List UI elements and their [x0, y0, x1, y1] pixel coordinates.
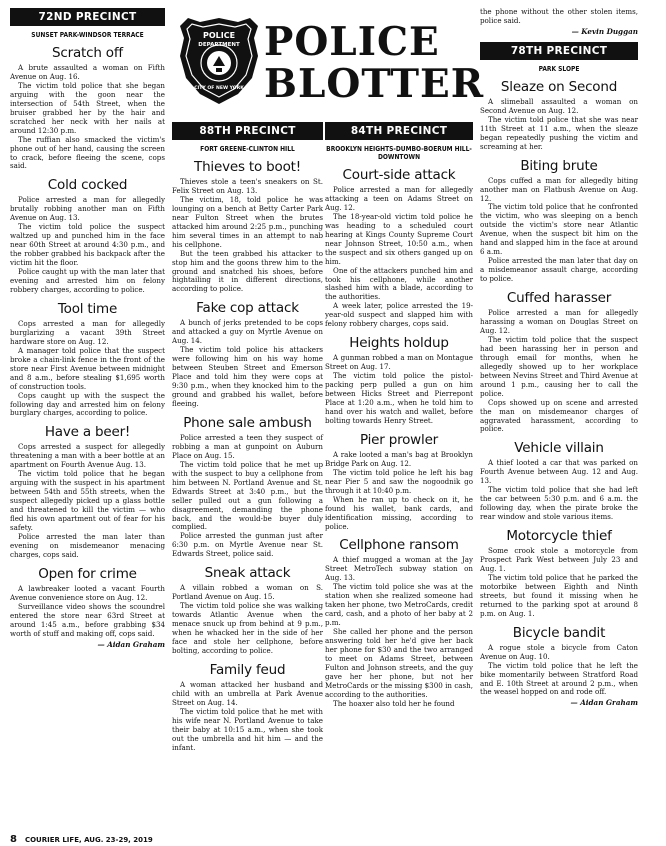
story-headline: Pier prowler	[359, 431, 439, 448]
story-headline: Court-side attack	[342, 167, 456, 183]
story-paragraph: A rake looted a man's bag at Brooklyn Bridge Park on Aug. 12.	[325, 449, 473, 468]
precinct-78-section	[480, 8, 638, 707]
story-paragraph: Police arrested a teen they suspect of robbing a man at gunpoint on Auburn Place on Aug. 15.	[172, 432, 323, 460]
story-paragraph: The victim told police the pistol-packing perp pulled a gun on him between Hicks Street and Pierrepont Place at 1:20 a.m., when he told him to hand over his watch and wallet, before bolting towards Henry Street.	[325, 371, 473, 425]
story-headline: Bicycle bandit	[512, 624, 606, 641]
story-headline: Tool time	[57, 300, 118, 317]
story-paragraph: Police caught up with the man later that evening and arrested him on felony robbery charges, according to police.	[10, 267, 165, 294]
story-paragraph: A gunman robbed a man on Montague Street on Aug. 17.	[325, 353, 473, 372]
story-paragraph: The victim, 18, told police he was lounging on a bench at Betty Carter Park near Fulton Street when the brutes attacked him around 2:25 p.m., punching him several times in an attempt to nab his cellphone.	[172, 194, 323, 249]
story-list	[10, 46, 165, 639]
banner-title-line2: BLOTTER	[264, 61, 485, 107]
story-headline: Heights holdup	[349, 335, 449, 352]
byline: — Aidan Graham	[97, 639, 165, 649]
badge-mid-text: DEPARTMENT	[198, 42, 240, 48]
story-paragraph: A brute assaulted a woman on Fifth Avenue on Aug. 16.	[10, 63, 165, 81]
story-paragraph: Police arrested the man later that day on a misdemeanor assault charge, according to police.	[480, 256, 638, 284]
story-paragraph: A lawbreaker looted a vacant Fourth Avenue convenience store on Aug. 12.	[10, 583, 165, 602]
carryover-text: the phone without the other stolen items, police said.	[480, 7, 638, 25]
story-headline: Phone sale ambush	[183, 414, 312, 431]
footer-text: COURIER LIFE, AUG. 23-29, 2019	[24, 836, 153, 844]
carryover-byline: — Kevin Duggan	[571, 26, 638, 36]
story-headline: Family feud	[209, 661, 286, 678]
precinct-72-section	[10, 8, 165, 649]
precinct-bar: 84TH PRECINCT	[325, 122, 473, 140]
story-paragraph: A thief looted a car that was parked on Fourth Avenue between Aug. 12 and Aug. 13.	[480, 458, 638, 486]
story-headline: Have a beer!	[44, 424, 131, 441]
story-paragraph: The victim told police that he parked the motorbike between Eighth and Ninth streets, but found it missing when he returned to the parking spot at around 8 p.m. on Aug. 1.	[480, 572, 638, 618]
story-paragraph: The victim told police his attackers were following him on his way home between Steuben Street and Emerson Place and told him they were cops at 9:30 p.m., when they knocked him to the ground and grabbed his wallet, before fleeing.	[172, 345, 323, 408]
story-paragraph: Cops arrested a man for allegedly burglarizing a vacant 39th Street hardware store on Aug. 12.	[10, 318, 165, 346]
story-headline: Vehicle villain	[514, 440, 604, 457]
story-paragraph: The victim told police that the suspect had been harassing her in person and through email for months, when he allegedly showed up to her workplace between Nevins Street and Third Avenue at around 1 p.m., causing her to call the police.	[480, 334, 638, 398]
story-paragraph: A thief mugged a woman at the Jay Street MetroTech subway station on Aug. 13.	[325, 555, 473, 583]
precinct-area: PARK SLOPE	[538, 64, 580, 73]
story-paragraph: The victim told police she was walking towards Atlantic Avenue when the menace snuck up from behind at 9 p.m., when he whacked her in the side of her face and stole her cellphone, before bolting, according to police.	[172, 601, 323, 655]
page-footer	[10, 834, 153, 845]
story-headline: Biting brute	[520, 157, 598, 174]
story-paragraph: Some crook stole a motorcycle from Prospect Park West between July 23 and Aug. 1.	[480, 546, 638, 573]
story-paragraph: A bunch of jerks pretended to be cops and attacked a guy on Myrtle Avenue on Aug. 14.	[172, 318, 323, 346]
story-paragraph: Cops showed up on scene and arrested the man on misdemeanor charges of aggravated harassment, according to police.	[480, 397, 638, 434]
story-headline: Sleaze on Second	[500, 78, 618, 95]
story-paragraph: Police arrested a man for allegedly harassing a woman on Douglas Street on Aug. 12.	[480, 308, 638, 335]
story-paragraph: The victim told police that she had left the car between 5:30 p.m. and 6 a.m. the following day, when the pirate broke the rear window and stole various items.	[480, 485, 638, 522]
nypd-badge-icon	[178, 16, 260, 106]
badge-city-text: CITY OF NEW YORK	[194, 86, 244, 91]
precinct-bar: 72ND PRECINCT	[10, 8, 165, 26]
story-list	[325, 168, 473, 709]
story-paragraph: Cops caught up with the suspect the following day and arrested him on felony burglary charges, according to police.	[10, 390, 165, 418]
story-paragraph: The victim told police that she was near 11th Street at 11 a.m., when the sleaze began repeatedly pushing the victim and screaming at her.	[480, 114, 638, 151]
story-paragraph: Cops cuffed a man for allegedly biting another man on Flatbush Avenue on Aug. 12.	[480, 175, 638, 203]
story-headline: Fake cop attack	[196, 300, 299, 317]
story-paragraph: Police arrested a man for allegedly brutally robbing another man on Fifth Avenue on Aug. 13.	[10, 195, 165, 223]
story-paragraph: Police arrested a man for allegedly attacking a teen on Adams Street on Aug. 12.	[325, 185, 473, 212]
precinct-88-section	[172, 122, 323, 753]
story-paragraph: Surveillance video shows the scoundrel entered the store near 63rd Street at around 1:45 a.m., before grabbing $34 worth of stuff and making off, cops said.	[10, 601, 165, 638]
story-paragraph: The victim told police that he began arguing with the suspect in his apartment between 54th and 55th streets, when the suspect allegedly picked up a glass bottle and threatened to kill the victim — who fled his own apartment out of fear for his safety.	[10, 469, 165, 532]
story-headline: Open for crime	[38, 565, 137, 582]
byline: — Aidan Graham	[570, 698, 638, 708]
story-paragraph: One of the attackers punched him and took his cellphone, while another slashed him with a blade, according to the authorities.	[325, 265, 473, 302]
precinct-bar: 78TH PRECINCT	[480, 42, 638, 60]
story-paragraph: Police arrested the man later than evening on misdemeanor menacing charges, cops said.	[10, 531, 165, 559]
precinct-area: FORT GREENE-CLINTON HILL	[200, 145, 295, 153]
story-paragraph: The victim told police that he confronted the victim, who was sleeping on a bench outside the victim's store near Atlantic Avenue, when the suspect bit him on the hand and slapped him in the face at around 6 a.m.	[480, 202, 638, 257]
precinct-area: SUNSET PARK-WINDSOR TERRACE	[31, 31, 144, 39]
story-paragraph: But the teen grabbed his attacker to stop him and the goons threw him to the ground and snatched his shoes, before hightailing it in different directions, according to police.	[172, 248, 323, 294]
banner-title-line1: POLICE	[264, 19, 440, 65]
story-paragraph: The 18-year-old victim told police he was heading to a scheduled court hearing at Kings County Supreme Court near Johnson Street, 10:50 a.m., when the suspect and six others ganged up on him.	[325, 211, 473, 266]
story-paragraph: A rogue stole a bicycle from Caton Avenue on Aug. 10.	[480, 642, 638, 661]
story-list	[172, 160, 323, 753]
story-paragraph: The victim told police the suspect waltzed up and punched him in the face near 60th Street at around 4:30 p.m., and the robber grabbed his backpack after the victim hit the floor.	[10, 222, 165, 268]
story-paragraph: The victim told police that he met up with the suspect to buy a cellphone from him between N. Portland Avenue and St. Edwards Street at 3:40 p.m., but the seller pulled out a gun following a disagreement, demanding the phone back, and the would-be buyer duly complied.	[172, 459, 323, 532]
precinct-84-section	[325, 122, 473, 709]
story-paragraph: A woman attacked her husband and child with an umbrella at Park Avenue Street on Aug. 14.	[172, 679, 323, 707]
precinct-bar: 88TH PRECINCT	[172, 122, 323, 140]
story-paragraph: A villain robbed a woman on S. Portland Avenue on Aug. 15.	[172, 583, 323, 602]
story-headline: Thieves to boot!	[194, 159, 301, 175]
police-blotter-banner	[172, 8, 485, 116]
story-headline: Sneak attack	[204, 565, 291, 582]
story-headline: Scratch off	[52, 45, 123, 61]
badge-top-text: POLICE	[202, 31, 236, 40]
story-paragraph: A slimeball assaulted a woman on Second Avenue on Aug. 12.	[480, 96, 638, 115]
story-headline: Motorcycle thief	[506, 528, 612, 545]
story-paragraph: The hoaxer also told her he found	[333, 698, 455, 708]
story-headline: Cellphone ransom	[339, 537, 459, 554]
precinct-area: BROOKLYN HEIGHTS-DUMBO-BOERUM HILL-DOWNTOWN	[326, 145, 472, 161]
story-paragraph: A week later, police arrested the 19-year-old suspect and slapped him with felony robbery charges, cops said.	[325, 301, 473, 329]
story-paragraph: Police arrested the gunman just after 6:30 p.m. on Myrtle Avenue near St. Edwards Street, police said.	[172, 531, 323, 559]
story-paragraph: She called her phone and the person answering told her he'd give her back her phone for $30 and the two arranged to meet on Adams Street, between Fulton and Johnson streets, and the guy gave her her phone, but not her MetroCards or the missing $300 in cash, according to the authorities.	[325, 627, 473, 699]
story-paragraph: The ruffian also smacked the victim's phone out of her hand, causing the screen to crack, before fleeing the scene, cops said.	[10, 134, 165, 171]
story-paragraph: When he ran up to check on it, he found his wallet, bank cards, and identification missing, according to police.	[325, 494, 473, 531]
story-paragraph: The victim told police that he left the bike momentarily between Stratford Road and E. 10th Street at around 2 p.m., when the weasel hopped on and rode off.	[480, 660, 638, 697]
story-paragraph: The victim told police she was at the station when she realized someone had taken her phone, two MetroCards, credit card, cash, and a photo of her baby at 2 p.m.	[325, 582, 473, 628]
story-paragraph: The victim told police that he met with his wife near N. Portland Avenue to take their baby at 10:15 a.m., when she took out the umbrella and hit him — and the infant.	[172, 706, 323, 752]
story-list	[480, 80, 638, 698]
page-number: 8	[10, 834, 17, 845]
story-paragraph: Cops arrested a suspect for allegedly threatening a man with a beer bottle at an apartment on Fourth Avenue Aug. 13.	[10, 442, 165, 470]
story-headline: Cold cocked	[47, 177, 128, 194]
story-paragraph: A manager told police that the suspect broke a chain-link fence in the front of the store near First Avenue between midnight and 8 a.m., before stealing $1,695 worth of construction tools.	[10, 345, 165, 391]
story-paragraph: Thieves stole a teen's sneakers on St. Felix Street on Aug. 13.	[172, 177, 323, 195]
story-headline: Cuffed harasser	[506, 290, 612, 307]
story-paragraph: The victim told police that she began arguing with the goon near the intersection of 54th Street, when the bruiser grabbed her by the hair and scratched her neck with her nails at around 12:30 p.m.	[10, 80, 165, 135]
story-paragraph: The victim told police he left his bag near Pier 5 and saw the nogoodnik go through it at 10:40 p.m.	[325, 467, 473, 495]
